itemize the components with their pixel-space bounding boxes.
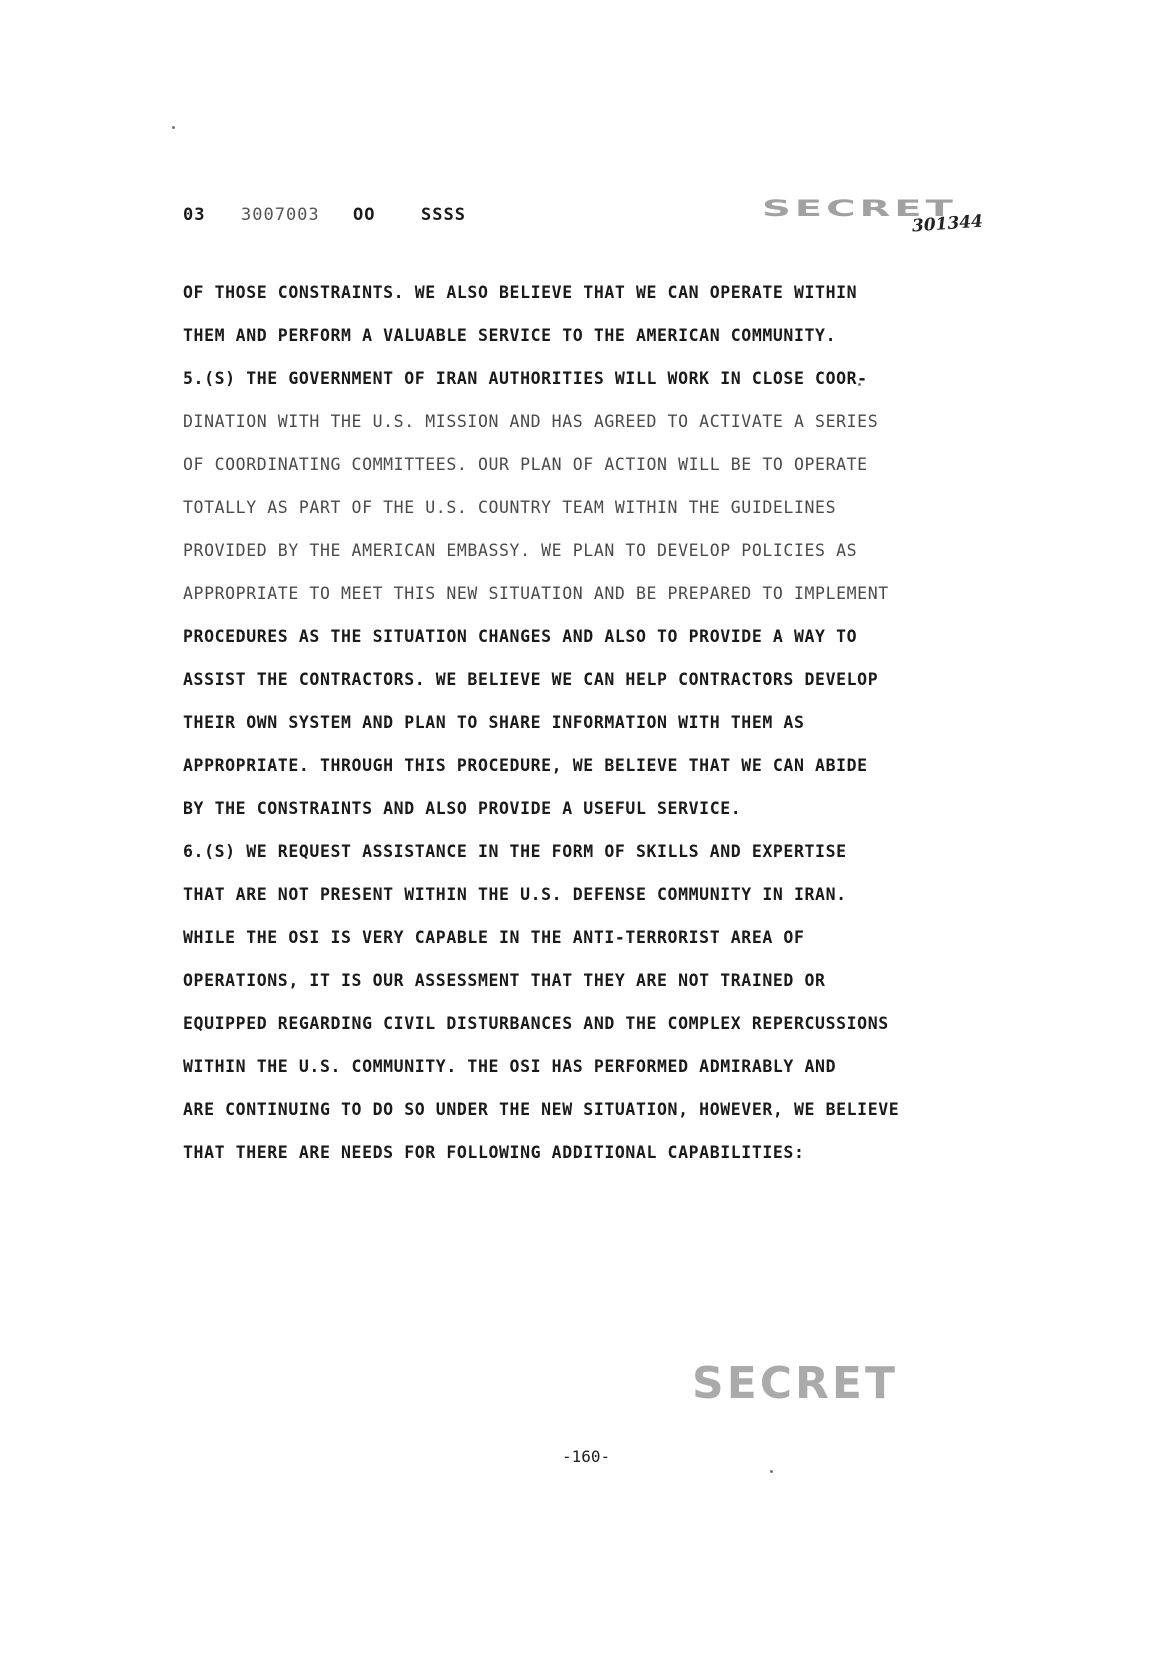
message-header <box>183 205 466 225</box>
body-line: WITHIN THE U.S. COMMUNITY. THE OSI HAS PERFORMED ADMIRABLY AND <box>183 1057 837 1076</box>
body-line: THEM AND PERFORM A VALUABLE SERVICE TO THE AMERICAN COMMUNITY. <box>183 326 837 345</box>
body-line: EQUIPPED REGARDING CIVIL DISTURBANCES AND THE COMPLEX REPERCUSSIONS <box>183 1014 889 1033</box>
body-line: OF COORDINATING COMMITTEES. OUR PLAN OF ACTION WILL BE TO OPERATE <box>183 455 868 474</box>
body-line: PROVIDED BY THE AMERICAN EMBASSY. WE PLAN TO DEVELOP POLICIES AS <box>183 541 858 560</box>
body-line: APPROPRIATE TO MEET THIS NEW SITUATION AND BE PREPARED TO IMPLEMENT <box>183 584 889 603</box>
body-line: ASSIST THE CONTRACTORS. WE BELIEVE WE CAN HELP CONTRACTORS DEVELOP <box>183 670 879 689</box>
classification-code: SSSS <box>421 205 466 225</box>
body-line: OPERATIONS, IT IS OUR ASSESSMENT THAT THEY ARE NOT TRAINED OR <box>183 971 826 990</box>
body-line: THAT THERE ARE NEEDS FOR FOLLOWING ADDITIONAL CAPABILITIES: <box>183 1143 805 1162</box>
classification-stamp-bottom: SECRET <box>692 1358 898 1409</box>
body-line: APPROPRIATE. THROUGH THIS PROCEDURE, WE BELIEVE THAT WE CAN ABIDE <box>183 756 868 775</box>
scan-speck <box>172 126 175 129</box>
page-number: -160- <box>562 1447 611 1466</box>
body-line: 6.(S) WE REQUEST ASSISTANCE IN THE FORM OF SKILLS AND EXPERTISE <box>183 842 847 861</box>
handwritten-number: 301344 <box>911 211 984 237</box>
body-line: THEIR OWN SYSTEM AND PLAN TO SHARE INFORMATION WITH THEM AS <box>183 713 805 732</box>
body-line: ARE CONTINUING TO DO SO UNDER THE NEW SITUATION, HOWEVER, WE BELIEVE <box>183 1100 900 1119</box>
scan-speck <box>770 1470 773 1473</box>
body-line: BY THE CONSTRAINTS AND ALSO PROVIDE A USEFUL SERVICE. <box>183 799 742 818</box>
sequence-number: 03 <box>183 205 206 225</box>
body-line: 5.(S) THE GOVERNMENT OF IRAN AUTHORITIES WILL WORK IN CLOSE COOR- <box>183 369 868 388</box>
precedence-code: OO <box>353 205 376 225</box>
body-line: WHILE THE OSI IS VERY CAPABLE IN THE ANTI-TERRORIST AREA OF <box>183 928 805 947</box>
body-line: PROCEDURES AS THE SITUATION CHANGES AND ALSO TO PROVIDE A WAY TO <box>183 627 858 646</box>
classification-stamp-top: SECRET <box>762 196 957 222</box>
date-time-group: 3007003 <box>241 205 320 225</box>
body-line: THAT ARE NOT PRESENT WITHIN THE U.S. DEFENSE COMMUNITY IN IRAN. <box>183 885 847 904</box>
body-line: TOTALLY AS PART OF THE U.S. COUNTRY TEAM WITHIN THE GUIDELINES <box>183 498 837 517</box>
body-line: DINATION WITH THE U.S. MISSION AND HAS AGREED TO ACTIVATE A SERIES <box>183 412 879 431</box>
body-line: OF THOSE CONSTRAINTS. WE ALSO BELIEVE THAT WE CAN OPERATE WITHIN <box>183 283 858 302</box>
message-body <box>183 283 943 1186</box>
